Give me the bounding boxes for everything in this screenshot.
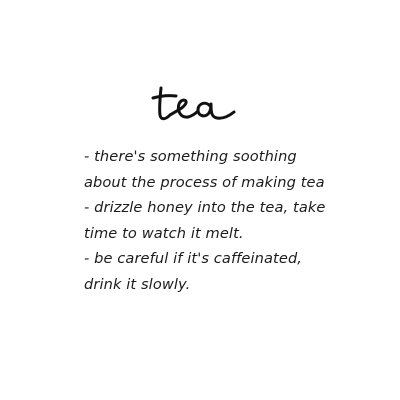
note-line-5: - be careful if it's caffeinated,	[84, 250, 303, 267]
tea-notes-list	[84, 144, 384, 297]
note-line-3: - drizzle honey into the tea, take	[84, 199, 326, 216]
note-line-2: about the process of making tea	[84, 173, 325, 191]
title-text: tea	[150, 82, 152, 83]
tea-title	[150, 82, 250, 132]
tea-handwritten-title	[150, 82, 250, 132]
note-line-1: - there's something soothing	[84, 148, 297, 165]
note-line-6: drink it slowly.	[84, 275, 191, 293]
note-line-4: time to watch it melt.	[84, 224, 244, 242]
